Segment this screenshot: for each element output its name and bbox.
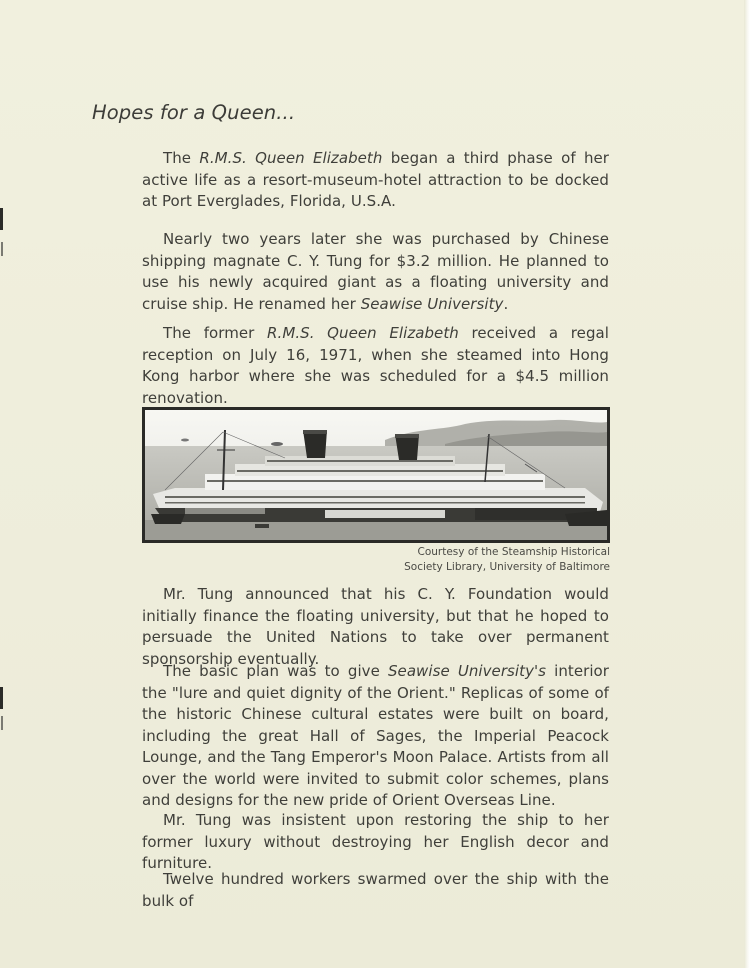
paragraph-7: Twelve hundred workers swarmed over the ship with the bulk of [142, 870, 609, 910]
ship-name-italic: R.M.S. Queen Elizabeth [267, 324, 459, 342]
paragraph-3 [142, 323, 609, 409]
paragraph-text: received a regal reception on July 16, 1971, when she steamed into Hong Kong harbor where she was scheduled for a $4.5 million renovation. [142, 324, 609, 407]
caption-line: Courtesy of the Steamship Historical [417, 546, 610, 558]
paragraph-text: The [163, 149, 200, 167]
binding-mark [1, 716, 3, 730]
paragraph-text: The former [163, 324, 268, 342]
caption-line: Society Library, University of Baltimore [404, 560, 610, 573]
photo-caption [404, 545, 610, 574]
paragraph-text: . [503, 294, 509, 313]
paragraph-6: Mr. Tung was insistent upon restoring the ship to her former luxury without destroying her English decor and furniture. [142, 811, 609, 872]
paragraph-4: Mr. Tung announced that his C. Y. Foundation would initially finance the floating university, but that he hoped to persuade the United Nations to take over permanent sponsorship eventually. [142, 585, 609, 668]
paragraph-1 [142, 148, 609, 213]
ship-name-italic: R.M.S. Queen Elizabeth [199, 149, 383, 167]
ship-name-italic: Seawise University [360, 294, 504, 313]
paragraph-text: interior the "lure and quiet dignity of the Orient." Replicas of some of the historic Chinese cultural estates were built on board, including the great Hall of Sages, the Imperial Peacock Lounge, and the Tang Emperor's Moon Palace. Artists from all over the world were invited to submit color schemes, plans and designs for the new pride of Orient Overseas Line. [142, 662, 610, 809]
page-edge [744, 0, 750, 968]
ship-photo [142, 407, 610, 543]
paragraph-2 [142, 229, 609, 315]
section-heading: Hopes for a Queen... [92, 101, 296, 124]
ship-photo-illustration [145, 410, 607, 540]
paragraph-text: The basic plan was to give [163, 662, 388, 680]
paragraph-text: Nearly two years later she was purchased by Chinese shipping magnate C. Y. Tung for $3.2 million. He planned to use his newly acquired giant as a floating university and cruise ship. He renamed her [142, 230, 609, 313]
binding-mark [1, 242, 3, 256]
paragraph-5 [142, 661, 609, 812]
paragraph-text: began a third phase of her active life as a resort-museum-hotel attraction to be docked at Port Everglades, Florida, U.S.A. [142, 149, 609, 210]
binding-mark [0, 687, 3, 709]
binding-mark [0, 208, 3, 230]
ship-name-italic: Seawise University's [387, 662, 547, 680]
